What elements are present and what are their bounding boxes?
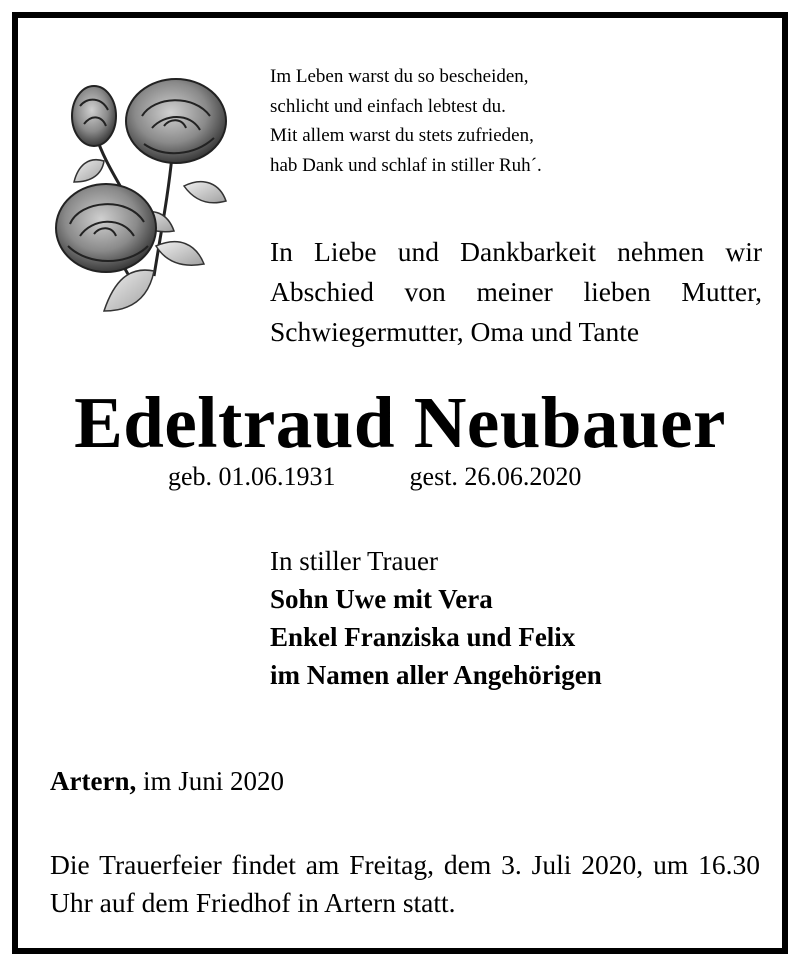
poem-line: hab Dank und schlaf in stiller Ruh´.: [270, 154, 542, 176]
poem-line: Im Leben warst du so bescheiden,: [270, 66, 529, 87]
poem-line: Mit allem warst du stets zufrieden,: [270, 125, 534, 146]
place-city: Artern,: [50, 766, 137, 796]
poem: [270, 62, 542, 180]
mourner-name: Sohn Uwe mit Vera: [270, 584, 493, 614]
death-date: gest. 26.06.2020: [409, 462, 582, 491]
deceased-name: Edeltraud Neubauer: [74, 382, 726, 463]
mourners: [270, 542, 602, 694]
mourner-name: Enkel Franziska und Felix: [270, 622, 576, 652]
obituary-frame: [12, 12, 788, 954]
place-month: im Juni 2020: [142, 766, 284, 796]
mourner-name: im Namen aller Angehörigen: [270, 660, 602, 690]
birth-date: geb. 01.06.1931: [168, 462, 336, 491]
roses-icon: [44, 66, 244, 326]
poem-line: schlicht und einfach lebtest du.: [270, 95, 506, 117]
place-date: [50, 762, 284, 800]
mourners-heading: In stiller Trauer: [270, 546, 438, 576]
intro-text: In Liebe und Dankbarkeit nehmen wir Abschied von meiner lieben Mutter, Schwiegermutter, Oma und Tante: [270, 236, 762, 347]
service-info: Die Trauerfeier findet am Freitag, dem 3. Juli 2020, um 16.30 Uhr auf dem Friedhof in Artern statt.: [50, 849, 760, 918]
life-dates: [168, 460, 581, 494]
